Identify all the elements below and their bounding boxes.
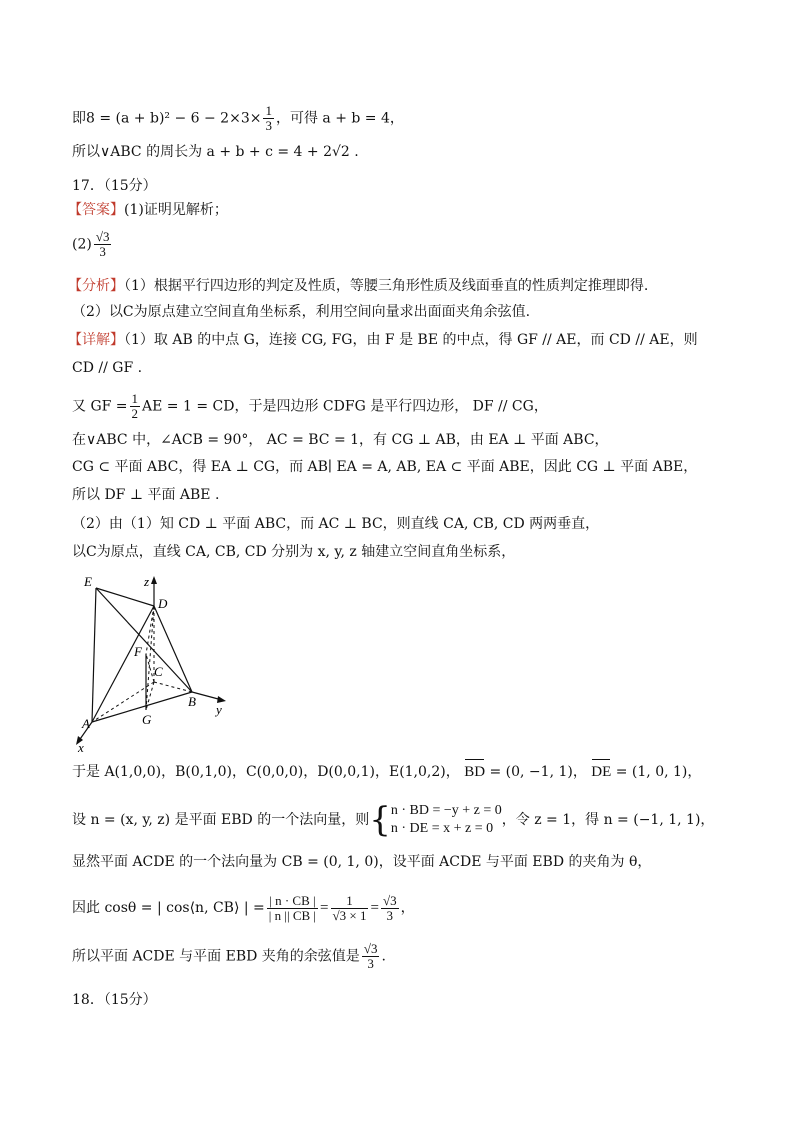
edge-AD	[92, 606, 154, 722]
detail-line-4: 在∨ABC 中，∠ACB = 90°， AC = BC = 1，有 CG ⊥ AB，由 EA ⊥ 平面 ABC，	[72, 432, 609, 448]
cos-fraction-3: $\frac{√3}{3}$	[382, 892, 397, 923]
label-G: G	[142, 712, 152, 727]
normal-vector-line: 设 n = (x, y, z) 是平面 EBD 的一个法向量，则{ n · BD = −y + z = 0 n · DE = x + z = 0 ，令 z = 1，得 n = (−1, 1, 1)，	[72, 800, 715, 840]
label-x: x	[78, 740, 84, 752]
vector-BD-label: BD	[464, 764, 486, 780]
analysis-tag: 【分析】	[68, 278, 124, 294]
axis-z-arrow	[151, 576, 157, 584]
vector-DE-label: DE	[591, 764, 612, 780]
edge-EA	[92, 588, 96, 722]
cosine-line: 因此 cosθ = | cos⟨n, CB⟩ | = $\frac{| n \cdot CB |}{| n || CB |}$ = $\frac{1}{√3 \times 1}$ = $\frac{√3}{3}$ ，	[72, 892, 415, 923]
cos-fraction-1: $\frac{| n \cdot CB |}{| n || CB |}$	[268, 892, 317, 923]
detail-line-5: CG ⊂ 平面 ABC，得 EA ⊥ CG，而 AB∣ EA = A, AB, EA ⊂ 平面 ABE，因此 CG ⊥ 平面 ABE，	[72, 459, 698, 475]
edge-CF	[146, 654, 154, 682]
edge-CB	[154, 682, 192, 692]
eq-line-1: 即8 = (a + b)² − 6 − 2×3× $\frac{1}{3}$ ，可得 a + b = 4，	[72, 103, 404, 133]
fraction-one-half: $\frac{1}{2}$	[131, 391, 139, 421]
label-z: z	[144, 574, 150, 589]
cos-fraction-2: $\frac{1}{√3 \times 1}$	[332, 892, 367, 923]
answer-part-2: (2) $\frac{√3}{3}$	[72, 229, 110, 259]
answer-line: 【答案】(1)证明见解析；	[68, 202, 228, 218]
detail-line-6: 所以 DF ⊥ 平面 ABE .	[72, 487, 220, 503]
equation-system: n · BD = −y + z = 0 n · DE = x + z = 0	[390, 803, 502, 836]
edge-DB	[154, 606, 192, 692]
detail-line-3: 又 GF = $\frac{1}{2}$ AE = 1 = CD，于是四边形 CDFG 是平行四边形， DF // CG，	[72, 391, 548, 421]
coordinates-line: 于是 A(1,0,0)，B(0,1,0)，C(0,0,0)，D(0,0,1)，E(1,0,2)， BD = (0, −1, 1)， DE = (1, 0, 1)，	[72, 764, 702, 780]
fraction-sqrt3-over-3: $\frac{√3}{3}$	[95, 229, 110, 259]
system-brace: {	[369, 800, 391, 840]
conclusion-line: 所以平面 ACDE 与平面 EBD 夹角的余弦值是 $\frac{√3}{3}$ .	[72, 941, 386, 971]
conclusion-fraction: $\frac{√3}{3}$	[363, 941, 378, 971]
label-E: E	[84, 574, 92, 589]
analysis-line-2: （2）以C为原点建立空间直角坐标系，利用空间向量求出面面夹角余弦值.	[72, 304, 531, 320]
question-17-heading: 17．（15分）	[72, 178, 157, 194]
label-C: C	[154, 664, 163, 679]
detail-line-8: 以C为原点，直线 CA, CB, CD 分别为 x, y, z 轴建立空间直角坐标系，	[72, 544, 516, 560]
detail-line-2: CD // GF .	[72, 360, 143, 376]
detail-tag: 【详解】	[68, 332, 124, 348]
perimeter-line: 所以∨ABC 的周长为 a + b + c = 4 + 2√2 .	[72, 144, 359, 160]
edge-EB	[96, 588, 192, 692]
axis-y	[192, 692, 222, 700]
label-A: A	[82, 716, 90, 731]
label-F: F	[134, 644, 142, 659]
geometry-figure	[72, 572, 242, 752]
label-D: D	[158, 596, 168, 611]
detail-line-7: （2）由（1）知 CD ⊥ 平面 ABC，而 AC ⊥ BC，则直线 CA, CB, CD 两两垂直，	[72, 516, 600, 532]
analysis-line-1: 【分析】（1）根据平行四边形的判定及性质，等腰三角形性质及线面垂直的性质判定推理即得.	[68, 278, 649, 294]
label-B: B	[188, 694, 196, 709]
fraction-one-third: $\frac{1}{3}$	[265, 103, 272, 133]
plane-normal-line: 显然平面 ACDE 的一个法向量为 CB = (0, 1, 0)，设平面 ACDE 与平面 EBD 的夹角为 θ，	[72, 854, 652, 870]
detail-line-1: 【详解】（1）取 AB 的中点 G，连接 CG, FG，由 F 是 BE 的中点，得 GF // AE，而 CD // AE，则	[68, 332, 698, 348]
question-18-heading: 18．（15分）	[72, 992, 157, 1008]
label-y: y	[216, 702, 222, 717]
answer-tag: 【答案】	[68, 202, 124, 218]
